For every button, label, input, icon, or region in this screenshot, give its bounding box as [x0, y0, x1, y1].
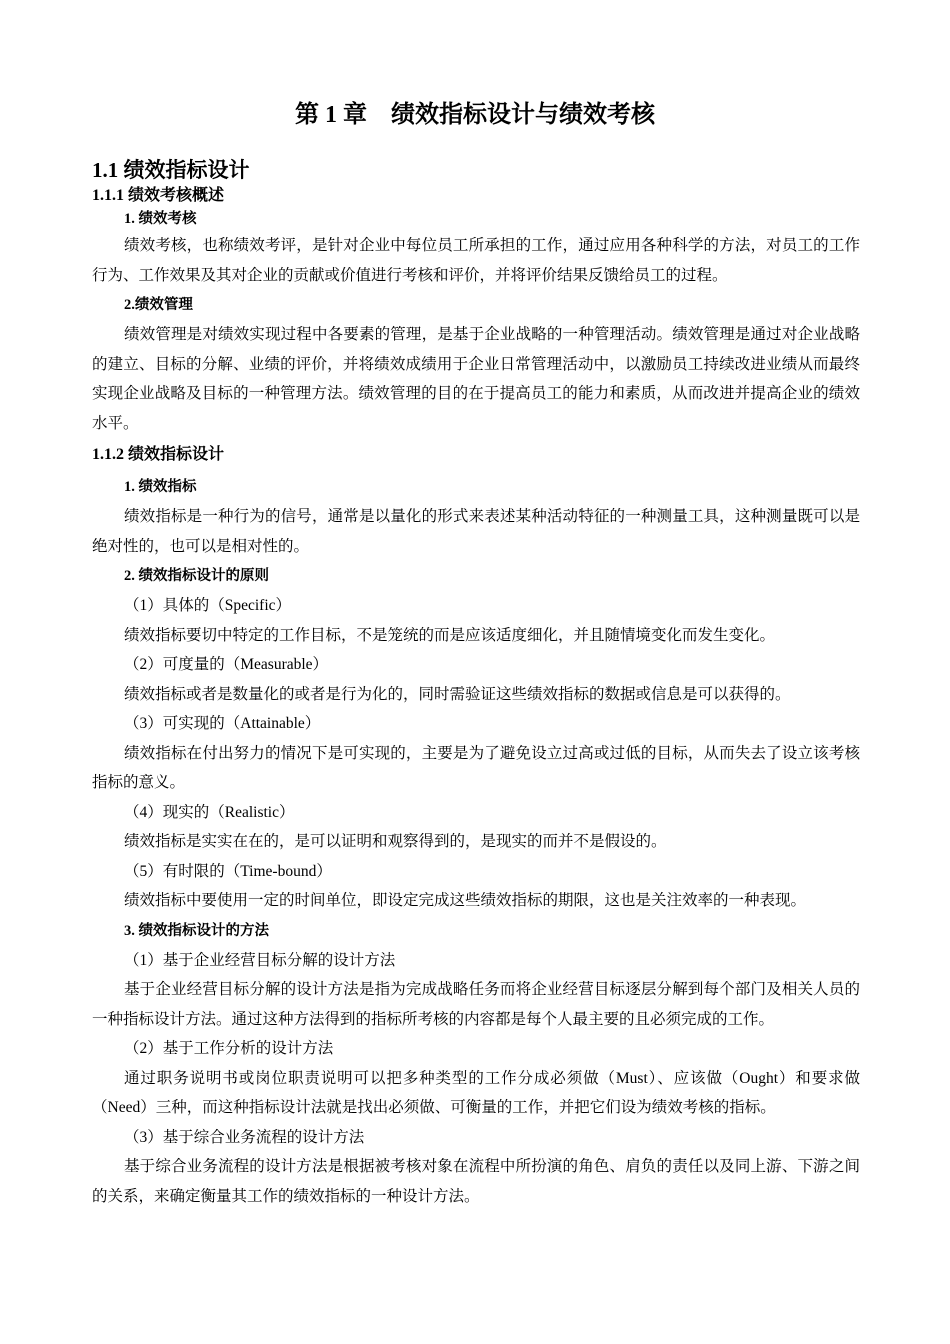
document-body [92, 155, 860, 1211]
method-item-job-analysis: （2）基于工作分析的设计方法 [124, 1040, 334, 1057]
paragraph-method-job-analysis: 通过职务说明书或岗位职责说明可以把多种类型的工作分成必须做（Must）、应该做（Ought）和要求做（Need）三种，而这种指标设计法就是找出必须做、可衡量的工作，并把它们设为绩效考核的指标。 [92, 1069, 860, 1116]
principle-item-measurable: （2）可度量的（Measurable） [124, 656, 329, 673]
principle-item-time-bound: （5）有时限的（Time-bound） [124, 862, 332, 880]
paragraph-performance-indicator: 绩效指标是一种行为的信号，通常是以量化的形式来表述某种活动特征的一种测量工具，这种测量既可以是绝对性的，也可以是相对性的。 [92, 508, 860, 555]
subheading-performance-appraisal: 1. 绩效考核 [124, 211, 197, 227]
paragraph-principle-measurable: 绩效指标或者是数量化的或者是行为化的，同时需验证这些绩效指标的数据或信息是可以获得的。 [124, 685, 791, 703]
principle-item-attainable: （3）可实现的（Attainable） [124, 715, 321, 732]
paragraph-principle-attainable: 绩效指标在付出努力的情况下是可实现的，主要是为了避免设立过高或过低的目标，从而失去了设立该考核指标的意义。 [92, 744, 860, 791]
subheading-performance-management: 2.绩效管理 [124, 297, 193, 313]
chapter-title: 第 1 章 绩效指标设计与绩效考核 [295, 102, 655, 128]
section-heading-1-1-1: 1.1.1 绩效考核概述 [92, 187, 225, 204]
section-heading-1-1-2: 1.1.2 绩效指标设计 [92, 446, 225, 463]
paragraph-principle-time-bound: 绩效指标中要使用一定的时间单位，即设定完成这些绩效指标的期限，这也是关注效率的一种表现。 [124, 892, 807, 909]
paragraph-method-business-process: 基于综合业务流程的设计方法是根据被考核对象在流程中所扮演的角色、肩负的责任以及同上游、下游之间的关系，来确定衡量其工作的绩效指标的一种设计方法。 [92, 1158, 860, 1205]
subheading-performance-indicator: 1. 绩效指标 [124, 479, 197, 495]
subheading-design-principles: 2. 绩效指标设计的原则 [124, 568, 269, 584]
paragraph-performance-management: 绩效管理是对绩效实现过程中各要素的管理，是基于企业战略的一种管理活动。绩效管理是通过对企业战略的建立、目标的分解、业绩的评价，并将绩效成绩用于企业日常管理活动中，以激励员工持续改进业绩从而最终实现企业战略及目标的一种管理方法。绩效管理的目的在于提高员工的能力和素质，从而改进并提高企业的绩效水平。 [92, 326, 860, 432]
paragraph-principle-realistic: 绩效指标是实实在在的，是可以证明和观察得到的，是现实的而并不是假设的。 [124, 833, 667, 850]
method-item-goal-decomposition: （1）基于企业经营目标分解的设计方法 [124, 951, 396, 969]
paragraph-performance-appraisal: 绩效考核，也称绩效考评，是针对企业中每位员工所承担的工作，通过应用各种科学的方法，对员工的工作行为、工作效果及其对企业的贡献或价值进行考核和评价，并将评价结果反馈给员工的过程。 [92, 237, 860, 284]
subheading-design-methods: 3. 绩效指标设计的方法 [124, 922, 269, 939]
section-heading-1-1: 1.1 绩效指标设计 [92, 158, 250, 182]
method-item-business-process: （3）基于综合业务流程的设计方法 [124, 1128, 365, 1146]
principle-item-specific: （1）具体的（Specific） [124, 597, 292, 614]
paragraph-principle-specific: 绩效指标要切中特定的工作目标，不是笼统的而是应该适度细化，并且随情境变化而发生变化。 [124, 626, 776, 644]
paragraph-method-goal-decomposition: 基于企业经营目标分解的设计方法是指为完成战略任务而将企业经营目标逐层分解到每个部门及相关人员的一种指标设计方法。通过这种方法得到的指标所考核的内容都是每个人最主要的且必须完成的工作。 [92, 981, 860, 1028]
principle-item-realistic: （4）现实的（Realistic） [124, 803, 295, 821]
